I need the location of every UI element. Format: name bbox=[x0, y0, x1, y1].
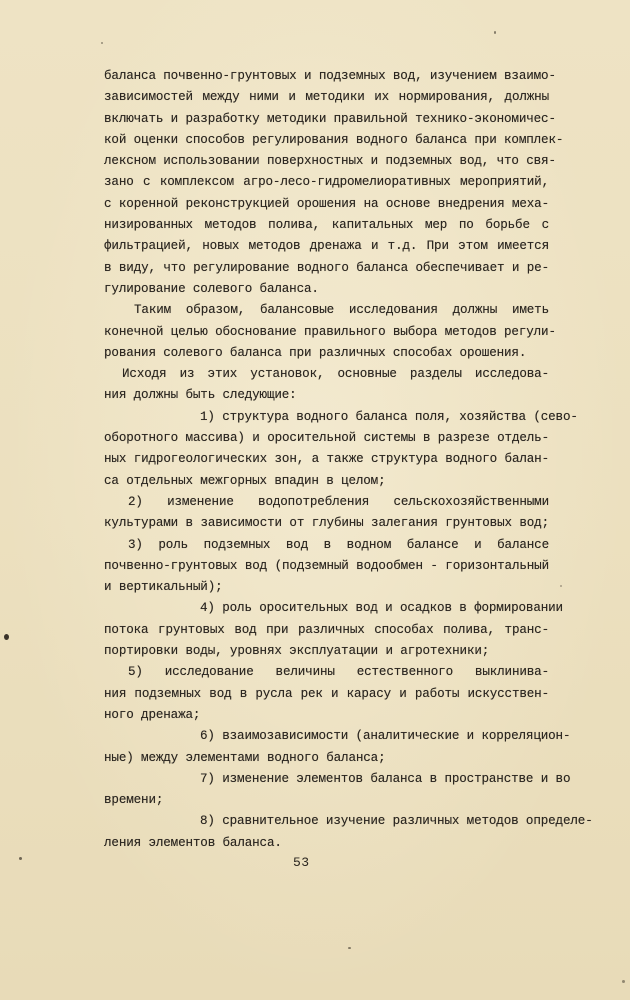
text-line: времени; bbox=[104, 793, 164, 808]
text-line: Таким образом, балансовые исследования должны иметь bbox=[134, 303, 549, 318]
text-line: включать и разработку методики правильной технико-экономичес- bbox=[104, 111, 556, 126]
list-item: 5) исследование величины естественного выклинива- bbox=[128, 665, 549, 680]
text-line: кой оценки способов регулирования водного баланса при комплек- bbox=[104, 132, 564, 147]
text-line: конечной целью обоснование правильного выбора методов регули- bbox=[104, 324, 556, 339]
text-line: лексном использовании поверхностных и подземных вод, что свя- bbox=[104, 154, 556, 169]
text-line: в виду, что регулирование водного баланса обеспечивает и ре- bbox=[104, 260, 549, 275]
text-line: ния должны быть следующие: bbox=[104, 388, 297, 403]
text-line: культурами в зависимости от глубины залегания грунтовых вод; bbox=[104, 516, 549, 531]
text-line: ные) между элементами водного баланса; bbox=[104, 750, 386, 765]
text-line: низированных методов полива, капитальных мер по борьбе с bbox=[104, 218, 549, 233]
list-item: 2) изменение водопотребления сельскохозяйственными bbox=[128, 494, 549, 509]
page-number: 53 bbox=[293, 855, 310, 870]
text-line: рования солевого баланса при различных способах орошения. bbox=[104, 345, 527, 360]
text-line: баланса почвенно-грунтовых и подземных вод, изучением взаимо- bbox=[104, 69, 556, 83]
list-item: 6) взаимозависимости (аналитические и корреляцион- bbox=[200, 729, 571, 744]
paper-speck bbox=[4, 634, 9, 640]
text-line: потока грунтовых вод при различных способах полива, транс- bbox=[104, 622, 549, 637]
text-line: Исходя из этих установок, основные разделы исследова- bbox=[122, 367, 549, 382]
paper-speck bbox=[494, 31, 496, 34]
paper-speck bbox=[348, 947, 351, 949]
text-line: ления элементов баланса. bbox=[104, 835, 282, 850]
text-line: ного дренажа; bbox=[104, 707, 201, 722]
list-item: 7) изменение элементов баланса в пространстве и во bbox=[200, 771, 571, 786]
list-item: 8) сравнительное изучение различных методов определе- bbox=[200, 814, 593, 829]
text-line: фильтрацией, новых методов дренажа и т.д. При этом имеется bbox=[104, 239, 549, 254]
text-line: зано с комплексом агро-лесо-гидромелиоративных мероприятий, bbox=[104, 175, 549, 190]
text-line: оборотного массива) и оросительной системы в разрезе отдель- bbox=[104, 431, 549, 446]
text-line: и вертикальный); bbox=[104, 580, 223, 595]
text-line: гулирование солевого баланса. bbox=[104, 281, 319, 296]
paper-speck bbox=[101, 42, 103, 44]
list-item: 1) структура водного баланса поля, хозяйства (сево- bbox=[200, 409, 578, 424]
body-text bbox=[104, 66, 593, 854]
text-line: са отдельных межгорных впадин в целом; bbox=[104, 473, 386, 488]
paper-speck bbox=[560, 585, 562, 587]
text-line: ния подземных вод в русла рек и карасу и работы искусствен- bbox=[104, 686, 549, 701]
text-line: почвенно-грунтовых вод (подземный водообмен - горизонтальный bbox=[104, 558, 549, 573]
text-line: ных гидрогеологических зон, а также структура водного балан- bbox=[104, 452, 549, 467]
list-item: 4) роль оросительных вод и осадков в формировании bbox=[200, 601, 563, 616]
text-line: зависимостей между ними и методики их нормирования, должны bbox=[104, 90, 549, 105]
text-line: с коренной реконструкцией орошения на основе внедрения меха- bbox=[104, 196, 549, 211]
paper-speck bbox=[19, 857, 22, 860]
list-item: 3) роль подземных вод в водном балансе и балансе bbox=[128, 537, 549, 552]
paper-speck bbox=[622, 980, 625, 983]
text-line: портировки воды, уровнях эксплуатации и агротехники; bbox=[104, 644, 490, 659]
